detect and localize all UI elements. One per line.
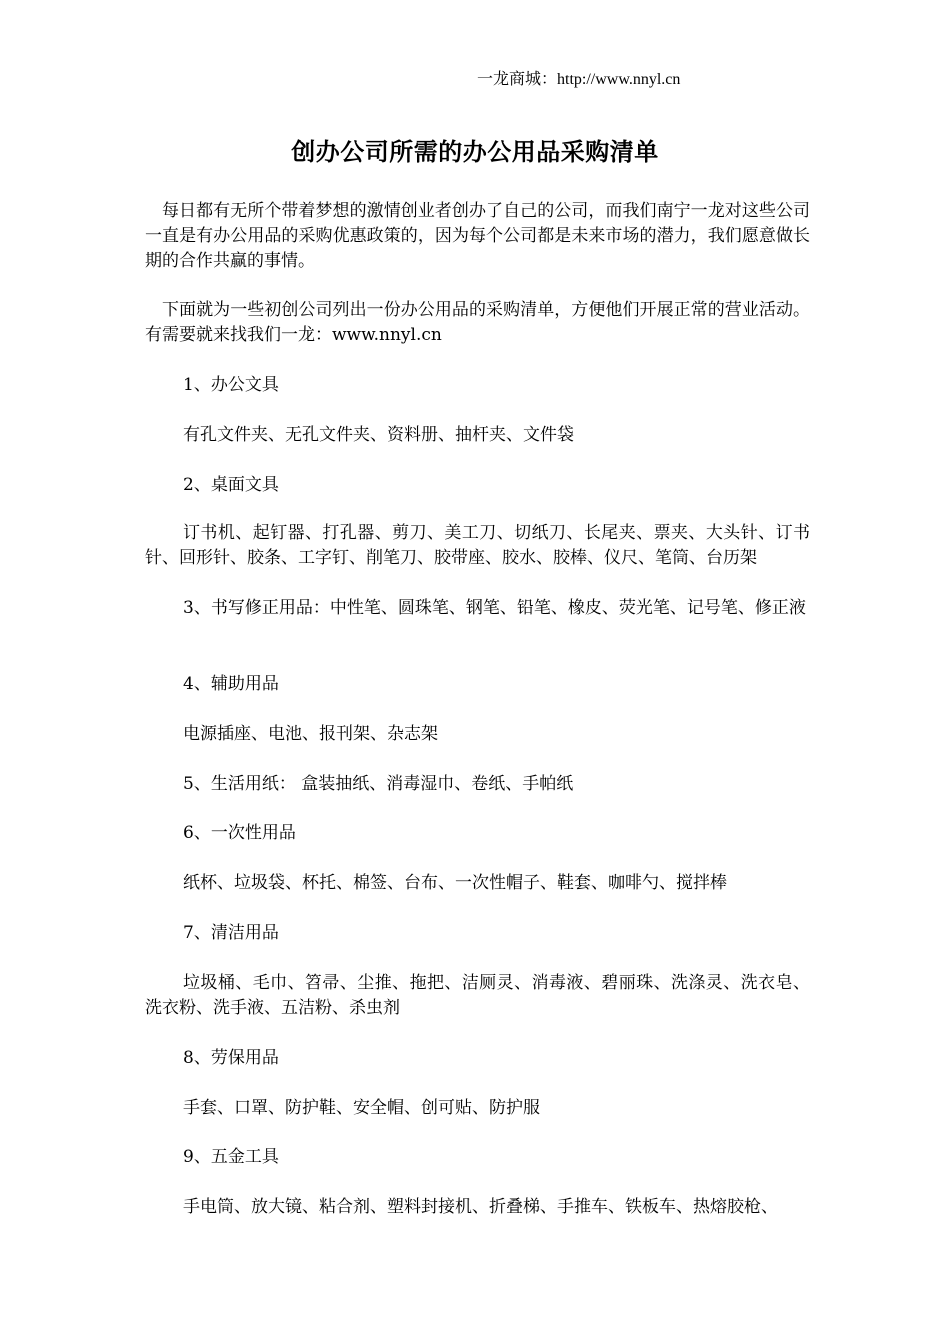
section-items-8: 手套、口罩、防护鞋、安全帽、创可贴、防护服: [183, 1098, 540, 1118]
section-heading-1: 1、办公文具: [183, 375, 279, 395]
section-items-9: 手电筒、放大镜、粘合剂、塑料封接机、折叠梯、手推车、铁板车、热熔胶枪、: [183, 1197, 778, 1217]
section-heading-6: 6、一次性用品: [183, 823, 296, 843]
intro-paragraph-2: 下面就为一些初创公司列出一份办公用品的采购清单，方便他们开展正常的营业活动。有需要就来找我们一龙：www.nnyl.cn: [145, 300, 810, 345]
document-title: 创办公司所需的办公用品采购清单: [291, 137, 659, 166]
section-heading-3: 3、书写修正用品：中性笔、圆珠笔、钢笔、铅笔、橡皮、荧光笔、记号笔、修正液: [183, 598, 806, 618]
section-items-6: 纸杯、垃圾袋、杯托、棉签、台布、一次性帽子、鞋套、咖啡勺、搅拌棒: [183, 873, 727, 893]
intro-paragraph: 每日都有无所个带着梦想的激情创业者创办了自己的公司，而我们南宁一龙对这些公司一直是有办公用品的采购优惠政策的，因为每个公司都是未来市场的潜力，我们愿意做长期的合作共赢的事情。: [145, 201, 810, 271]
section-items-1: 有孔文件夹、无孔文件夹、资料册、抽杆夹、文件袋: [183, 425, 574, 445]
site-header: 一龙商城：http://www.nnyl.cn: [477, 71, 681, 88]
section-heading-7: 7、清洁用品: [183, 923, 279, 943]
section-heading-2: 2、桌面文具: [183, 475, 279, 495]
section-heading-9: 9、五金工具: [183, 1147, 279, 1167]
section-items-4: 电源插座、电池、报刊架、杂志架: [183, 724, 438, 744]
section-heading-5: 5、生活用纸： 盒装抽纸、消毒湿巾、卷纸、手帕纸: [183, 774, 574, 794]
section-items-7: 垃圾桶、毛巾、笤帚、尘推、拖把、洁厕灵、消毒液、碧丽珠、洗涤灵、洗衣皂、洗衣粉、洗手液、五洁粉、杀虫剂: [145, 973, 810, 1018]
section-heading-8: 8、劳保用品: [183, 1048, 279, 1068]
section-items-2: 订书机、起钉器、打孔器、剪刀、美工刀、切纸刀、长尾夹、票夹、大头针、订书针、回形针、胶条、工字钉、削笔刀、胶带座、胶水、胶棒、仪尺、笔筒、台历架: [145, 523, 810, 568]
section-heading-4: 4、辅助用品: [183, 674, 279, 694]
